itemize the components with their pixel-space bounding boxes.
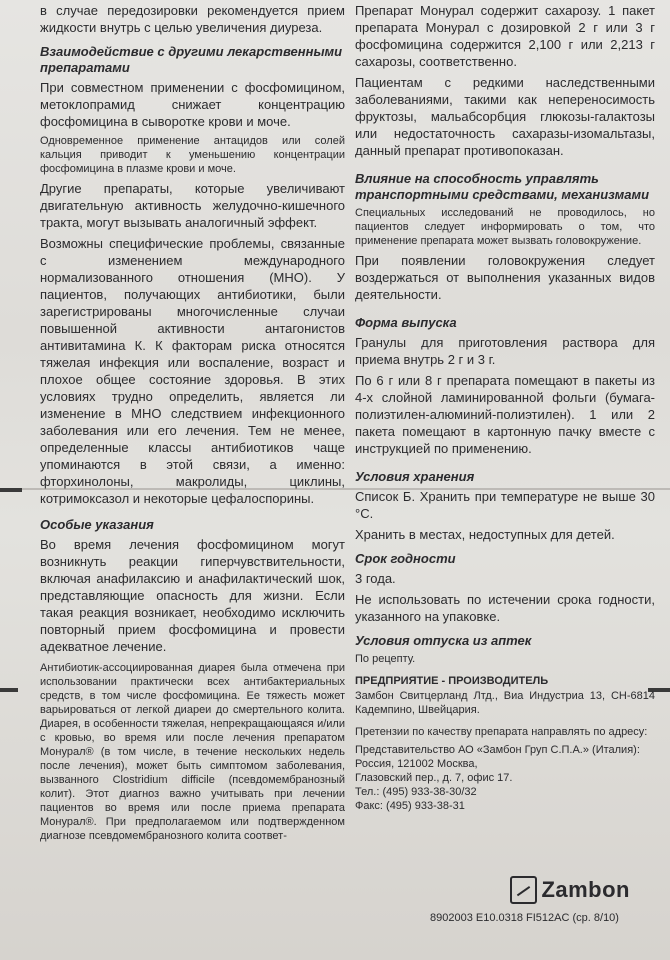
representative-fax: Факс: (495) 933-38-31 [355, 800, 465, 812]
shelf-life-heading: Срок годности [355, 551, 456, 566]
right-column [355, 0, 655, 813]
contraindication-text: Пациентам с редкими наследственными заболеваниями, такими как непереносимость фруктозы, мальабсорбция глюкозы-галактозы или недостаточность сахаразы-изомальтазы, данный препарат противопоказан. [355, 75, 655, 158]
form-paragraph: По 6 г или 8 г препарата помещают в пакеты из 4-х слойной ламинированной фольги (бумага-полиэтилен-алюминий-полиэтилен). 1 или 2 пакета помещают в картонную пачку вместе с инструкцией по применению. [355, 373, 655, 456]
dispense-heading: Условия отпуска из аптек [355, 633, 532, 648]
claims-text: Претензии по качеству препарата направлять по адресу: [355, 726, 648, 738]
zambon-logo-icon [510, 876, 537, 904]
driving-heading: Влияние на способность управлять транспортными средствами, механизмами [355, 171, 650, 202]
interaction-heading: Взаимодействие с другими лекарственными препаратами [40, 44, 343, 75]
interaction-paragraph: Одновременное применение антацидов или солей кальция приводит к уменьшению концентрации фосфомицина в плазме крови и моче. [40, 135, 345, 175]
special-instructions-paragraph: Антибиотик-ассоциированная диарея была отмечена при использовании практически всех антибактериальных средств, в том числе фосфомицина. Ее тяжесть может варьироваться от легкой диареи до смертельного колита. Диарея, в особенности тяжелая, непрекращающаяся и/или с кровью, во время или после лечения препаратом Монурал® (в том числе, в течение нескольких недель после лечения), может быть симптомом заболевания, вызванного Clostridium difficile (псевдомембранозный колит). Этот диагноз важно учитывать при лечении пациентов во время или после приема препарата Монурал®. При предполагаемом или подтвержденном диагнозе псевдомембранозного колита соответ- [40, 662, 345, 842]
manufacturer-heading: ПРЕДПРИЯТИЕ - ПРОИЗВОДИТЕЛЬ [355, 675, 549, 687]
form-paragraph: Гранулы для приготовления раствора для приема внутрь 2 г и 3 г. [355, 335, 655, 367]
storage-paragraph: Список Б. Хранить при температуре не выше 30 °С. [355, 489, 655, 521]
representative-name: Представительство АО «Замбон Груп С.П.А.» (Италия): [355, 744, 640, 756]
representative-address: Глазовский пер., д. 7, офис 17. [355, 772, 513, 784]
driving-paragraph: Специальных исследований не проводилось, но пациентов следует информировать о том, что применение препарата может вызвать головокружение. [355, 207, 655, 247]
special-instructions-paragraph: Во время лечения фосфомицином могут возникнуть реакции гиперчувствительности, включая анафилаксию и анафилактический шок, представляющие опасность для жизни. Если такая реакция возникает, необходимо исключить повторный прием фосфомицина и провести адекватное лечение. [40, 537, 345, 654]
margin-mark [0, 488, 22, 492]
zambon-logo-text: Zambon [541, 877, 630, 902]
overdose-text: в случае передозировки рекомендуется прием жидкости внутрь с целью увеличения диуреза. [40, 3, 345, 35]
form-heading: Форма выпуска [355, 315, 457, 330]
interaction-paragraph: Возможны специфические проблемы, связанные с изменением международного нормализованного отношения (МНО). У пациентов, получающих антибиотики, были зарегистрированы многочисленные случаи повышенной активности антагонистов антивитамина К. К факторам риска относятся тяжелая инфекция или воспаление, возраст и плохое общее состояние здоровья. В этих условиях трудно определить, является ли изменение в МНО следствием инфекционного заболевания или его лечения. Тем не менее, определенные классы антибиотиков чаще упоминаются в этой связи, а именно: фторхинолоны, макролиды, циклины, котримоксазол и некоторые цефалоспорины. [40, 236, 345, 506]
representative-phone: Тел.: (495) 933-38-30/32 [355, 786, 477, 798]
margin-mark [0, 688, 18, 692]
storage-paragraph: Хранить в местах, недоступных для детей. [355, 527, 615, 542]
zambon-logo [510, 874, 630, 906]
interaction-paragraph: При совместном применении с фосфомицином, метоклопрамид снижает концентрацию фосфомицина в сыворотке крови и моче. [40, 80, 345, 129]
special-instructions-heading: Особые указания [40, 517, 154, 532]
shelf-life-paragraph: 3 года. [355, 571, 396, 586]
manufacturer-address: Замбон Свитцерланд Лтд., Виа Индустриа 13, СН-6814 Кадемпино, Швейцария. [355, 690, 655, 716]
dispense-paragraph: По рецепту. [355, 653, 416, 665]
interaction-paragraph: Другие препараты, которые увеличивают двигательную активность желудочно-кишечного тракта, могут вызывать аналогичный эффект. [40, 181, 345, 230]
driving-paragraph: При появлении головокружения следует воздержаться от выполнения указанных видов деятельности. [355, 253, 655, 302]
sucrose-text: Препарат Монурал содержит сахарозу. 1 пакет препарата Монурал с дозировкой 2 г или 3 г фосфомицина содержится 2,100 г или 2,213 г сахарозы, соответственно. [355, 3, 655, 69]
footer-code: 8902003 E10.0318 FI512AC (cp. 8/10) [430, 912, 619, 924]
representative-address: Россия, 121002 Москва, [355, 758, 478, 770]
storage-heading: Условия хранения [355, 469, 475, 484]
left-column [40, 0, 345, 847]
shelf-life-paragraph: Не использовать по истечении срока годности, указанного на упаковке. [355, 592, 655, 624]
